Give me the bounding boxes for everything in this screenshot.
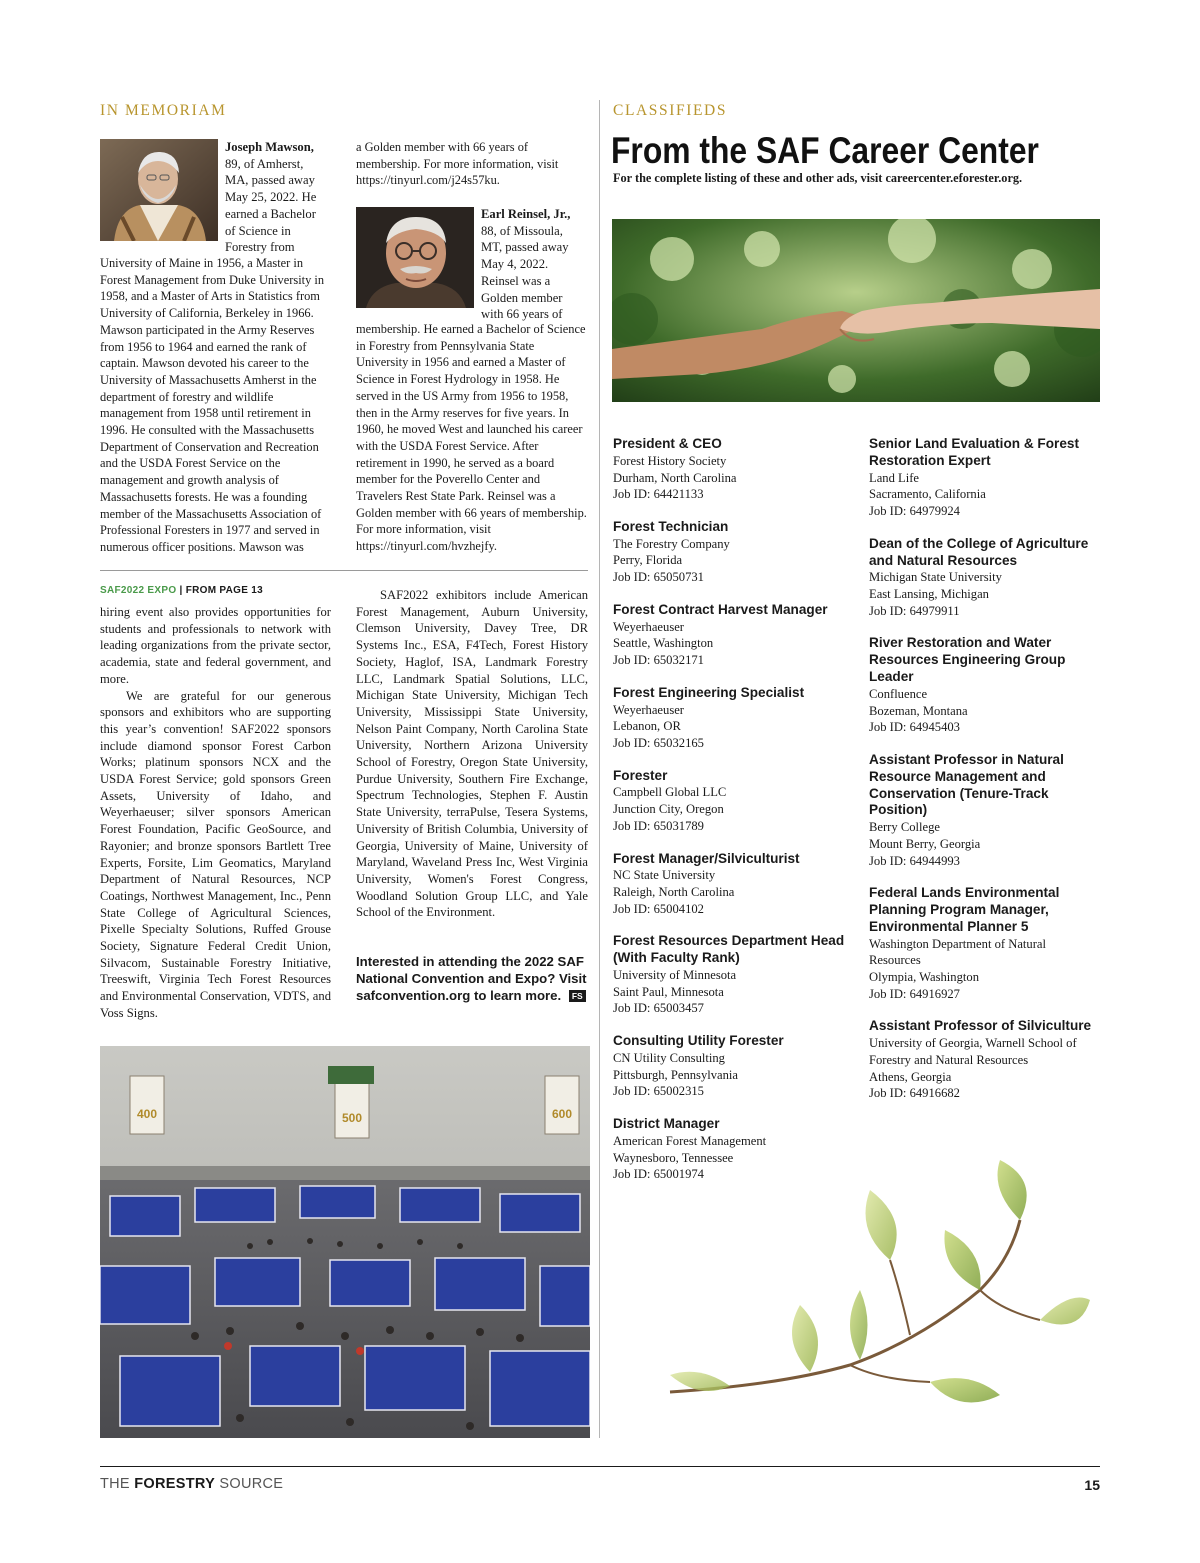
job-location: Perry, Florida: [613, 553, 683, 568]
reinsel-obituary: membership. He earned a Bachelor of Science in Forestry from Pennsylvania State University in 1956 and earned a Master of Science in Forest Hydrology in 1958. He served in the US Army from 1956 to 1958, then in the Army reserves for five years. In 1960, he moved West and launched his career with the USDA Forest Service. After retirement in 1990, he served as a board member for the Poverello Center and Travelers Rest State Park. Reinsel was a Golden member with 66 years of membership. For more information, visit https://tinyurl.com/hvzhejfy.: [356, 322, 587, 554]
job-title[interactable]: Assistant Professor in Natural Resource Management and Conservation (Tenure-Track Position): [869, 751, 1064, 818]
booth-sign-600: 600: [551, 1107, 573, 1121]
reinsel-intro-line: MT, passed away: [481, 240, 569, 255]
job-id: Job ID: 64916682: [869, 1086, 960, 1101]
reinsel-photo: [356, 207, 474, 308]
job-id: Job ID: 65031789: [613, 818, 704, 833]
reinsel-intro: [481, 206, 591, 323]
expo-paragraph: We are grateful for our generous sponsors and exhibitors who are supporting this year’s convention! SAF2022 sponsors include diamond sponsor Forest Carbon Works; platinum sponsors NCX and the USDA Forest Service; gold sponsors Green Assets, University of Idaho, and Weyerhaeuser; silver sponsors American Forest Foundation, Pacific GeoSource, and Rayonier; and bronze sponsors Bartlett Tree Experts, Forsite, Lim Geomatics, Maryland Department of Natural Resources, NCP Coatings, Northwest Management, Inc., Penn State College of Agricultural Sciences, Pixelle Specialty Solutions, Ruffed Grouse Society, Signature Federal Credit Union, Silvacom, Sustainable Forestry Initiative, Treeswift, Virginia Tech Forest Resources and Environmental Conservation, VDTS, and Voss Signs.: [100, 688, 331, 1020]
job-location: Mount Berry, Georgia: [869, 836, 981, 851]
memoriam-section-label: IN MEMORIAM: [100, 102, 227, 119]
reinsel-intro-line: Golden member: [481, 290, 563, 305]
mawson-obituary: University of Maine in 1956, a Master in Forest Management from Duke University in 1958, and a Master of Arts in Statistics from University of California, Berkeley in 1966. Mawson participated in the Army Reserves from 1956 to 1964 and earned the rank of captain. Mawson devoted his career to the University of Massachusetts Amherst in the department of forestry and wildlife management from 1958 until retirement in 1996. He consulted with the Massachusetts Department of Conservation and Recreation and the USDA Forest Service on the management and growth analysis of Massachusetts forests. He was a founding member of the Massachusetts Association of Professional Foresters in 1977 and served in numerous officer positions. Mawson was: [100, 256, 325, 554]
job-title[interactable]: Forester: [613, 767, 668, 783]
job-location: Sacramento, California: [869, 487, 986, 502]
job-id: Job ID: 65050731: [613, 570, 704, 585]
classifieds-section-label: CLASSIFIEDS: [613, 102, 728, 119]
mawson-intro-line: MA, passed away: [225, 173, 315, 188]
job-id: Job ID: 64979911: [869, 603, 960, 618]
job-listing[interactable]: [613, 519, 853, 586]
job-title[interactable]: River Restoration and Water Resources Engineering Group Leader: [869, 635, 1066, 684]
job-listing[interactable]: [869, 1018, 1097, 1102]
job-title[interactable]: Forest Contract Harvest Manager: [613, 601, 828, 617]
job-location: Waynesboro, Tennessee: [613, 1150, 734, 1165]
footer-brand-the: THE: [100, 1476, 130, 1492]
job-employer: The Forestry Company: [613, 536, 730, 551]
footer-brand-forestry: FORESTRY: [134, 1476, 216, 1492]
expo-paragraph: SAF2022 exhibitors include American Forest Management, Auburn University, Clemson University, Davey Tree, DR Systems Inc., ESA, F4Tech, Forest History Society, Haglof, ISA, Landmark Forestry LLC, Landmark Spatial Solutions, LLC, Michigan State University, Michigan Tech University, Mississippi State University, Nelson Paint Company, North Carolina State University, Northern Arizona University School of Forestry, Oregon State University, Purdue University, Southern Fire Exchange, Spectrum Technologies, Stephen F. Austin State University, terraPulse, Tesera Systems, University of British Columbia, University of Georgia, University of Maine, University of Maryland, Waveland Press Inc, West Virginia University, Women's Forest Congress, Woodland Solution Group LLC, and Yale School of the Environment.: [356, 588, 588, 920]
job-title[interactable]: Forest Engineering Specialist: [613, 684, 805, 700]
mawson-obituary-continued: a Golden member with 66 years of membership. For more information, visit https://tinyurl.com/j24s57ku.: [356, 140, 559, 188]
footer-brand-source: SOURCE: [219, 1476, 284, 1492]
expo-kicker-title: SAF2022 EXPO: [100, 585, 177, 596]
job-listing[interactable]: [613, 851, 853, 918]
job-listing[interactable]: [869, 436, 1097, 520]
expo-kicker: [100, 585, 263, 596]
reinsel-intro-line: 88, of Missoula,: [481, 223, 563, 238]
job-employer: NC State University: [613, 868, 716, 883]
job-id: Job ID: 64944993: [869, 853, 960, 868]
job-listing[interactable]: [613, 768, 853, 835]
job-title[interactable]: Federal Lands Environmental Planning Program Manager, Environmental Planner 5: [869, 885, 1060, 934]
footer-brand: [100, 1476, 283, 1492]
job-employer: Weyerhaeuser: [613, 619, 685, 634]
job-location: Athens, Georgia: [869, 1069, 952, 1084]
job-title[interactable]: Assistant Professor of Silviculture: [869, 1018, 1092, 1034]
job-id: Job ID: 65004102: [613, 901, 704, 916]
job-employer: CN Utility Consulting: [613, 1050, 725, 1065]
job-employer: University of Minnesota: [613, 968, 737, 983]
job-location: Seattle, Washington: [613, 636, 714, 651]
mawson-intro-line: earned a Bachelor: [225, 206, 316, 221]
jobs-column-left: [613, 436, 853, 1199]
classifieds-title: From the SAF Career Center: [611, 130, 1039, 171]
leaf-branch-illustration: [660, 1160, 1100, 1450]
job-location: Olympia, Washington: [869, 970, 979, 984]
memoriam-divider: [100, 570, 588, 571]
job-employer: Confluence: [869, 686, 928, 701]
mawson-intro-line: May 25, 2022. He: [225, 190, 317, 205]
expo-cta: [356, 953, 588, 1004]
job-title[interactable]: Forest Resources Department Head (With Faculty Rank): [613, 933, 845, 966]
job-location: East Lansing, Michigan: [869, 587, 989, 601]
job-location: Bozeman, Montana: [869, 703, 968, 718]
job-location: Junction City, Oregon: [613, 802, 724, 817]
expo-kicker-separator: |: [179, 585, 183, 596]
reinsel-name: Earl Reinsel, Jr.,: [481, 207, 571, 221]
job-id: Job ID: 64945403: [869, 720, 960, 735]
job-listing[interactable]: [613, 685, 853, 752]
mawson-photo: [100, 139, 218, 241]
expo-paragraph: hiring event also provides opportunities for students and professionals to network with leading organizations from the private sector, academia, state and federal government, and more.: [100, 605, 331, 686]
booth-sign-500: 500: [341, 1111, 363, 1125]
job-id: Job ID: 64421133: [613, 487, 704, 502]
job-title[interactable]: Consulting Utility Forester: [613, 1033, 784, 1049]
handshake-photo: [612, 219, 1100, 402]
job-employer: Land Life: [869, 470, 919, 485]
job-employer: Washington Department of Natural Resources: [869, 936, 1046, 968]
expo-column-2: [356, 587, 588, 921]
page-number: 15: [1084, 1477, 1100, 1493]
job-employer: Berry College: [869, 820, 940, 835]
job-id: Job ID: 65001974: [613, 1167, 704, 1182]
job-listing[interactable]: [869, 885, 1097, 1002]
job-employer: American Forest Management: [613, 1133, 767, 1148]
jobs-column-right: [869, 436, 1097, 1118]
job-employer: Forest History Society: [613, 453, 727, 468]
classifieds-subtitle: For the complete listing of these and other ads, visit careercenter.eforester.org.: [613, 171, 1023, 185]
job-location: Raleigh, North Carolina: [613, 885, 735, 900]
job-listing[interactable]: [869, 536, 1097, 620]
expo-hall-photo: [100, 1046, 590, 1438]
reinsel-intro-line: with 66 years of: [481, 307, 563, 322]
job-listing[interactable]: [869, 635, 1097, 736]
job-employer: Michigan State University: [869, 570, 1002, 585]
column-rule: [599, 100, 600, 1438]
job-employer: University of Georgia, Warnell School of Forestry and Natural Resources: [869, 1036, 1077, 1067]
job-location: Lebanon, OR: [613, 719, 681, 734]
job-listing[interactable]: [613, 1033, 853, 1100]
job-employer: Campbell Global LLC: [613, 785, 727, 800]
job-listing[interactable]: [869, 752, 1097, 869]
job-location: Durham, North Carolina: [613, 470, 737, 485]
job-location: Pittsburgh, Pennsylvania: [613, 1067, 739, 1082]
job-title[interactable]: Forest Technician: [613, 518, 729, 534]
mawson-name: Joseph Mawson,: [225, 140, 314, 154]
job-id: Job ID: 64916927: [869, 986, 960, 1001]
job-id: Job ID: 64979924: [869, 504, 960, 518]
job-id: Job ID: 65032171: [613, 653, 704, 668]
job-listing[interactable]: [613, 602, 853, 669]
job-employer: Weyerhaeuser: [613, 702, 685, 717]
reinsel-intro-line: May 4, 2022.: [481, 257, 549, 272]
mawson-intro-line: Forestry from: [225, 240, 295, 255]
job-title[interactable]: Forest Manager/Silviculturist: [613, 850, 800, 866]
job-listing[interactable]: [613, 436, 853, 503]
booth-sign-400: 400: [136, 1107, 158, 1121]
mawson-intro-line: 89, of Amherst,: [225, 156, 304, 171]
reinsel-intro-line: Reinsel was a: [481, 273, 551, 288]
job-id: Job ID: 65003457: [613, 1001, 704, 1016]
mawson-intro-line: of Science in: [225, 223, 291, 238]
expo-cta-text: Interested in attending the 2022 SAF National Convention and Expo? Visit safconvention.org to learn more.: [356, 954, 587, 1003]
expo-column-1: [100, 604, 331, 1022]
job-listing[interactable]: [613, 933, 853, 1017]
job-title[interactable]: President & CEO: [613, 436, 722, 451]
mawson-intro: [225, 139, 350, 256]
job-location: Saint Paul, Minnesota: [613, 984, 724, 999]
job-title[interactable]: Dean of the College of Agriculture and Natural Resources: [869, 535, 1089, 568]
job-title[interactable]: District Manager: [613, 1116, 720, 1132]
footer-rule: [100, 1466, 1100, 1467]
job-title[interactable]: Senior Land Evaluation & Forest Restoration Expert: [869, 436, 1079, 468]
job-id: Job ID: 65032165: [613, 735, 704, 750]
expo-kicker-from: FROM PAGE 13: [185, 585, 264, 596]
fs-end-mark: FS: [569, 990, 586, 1002]
job-id: Job ID: 65002315: [613, 1084, 704, 1099]
